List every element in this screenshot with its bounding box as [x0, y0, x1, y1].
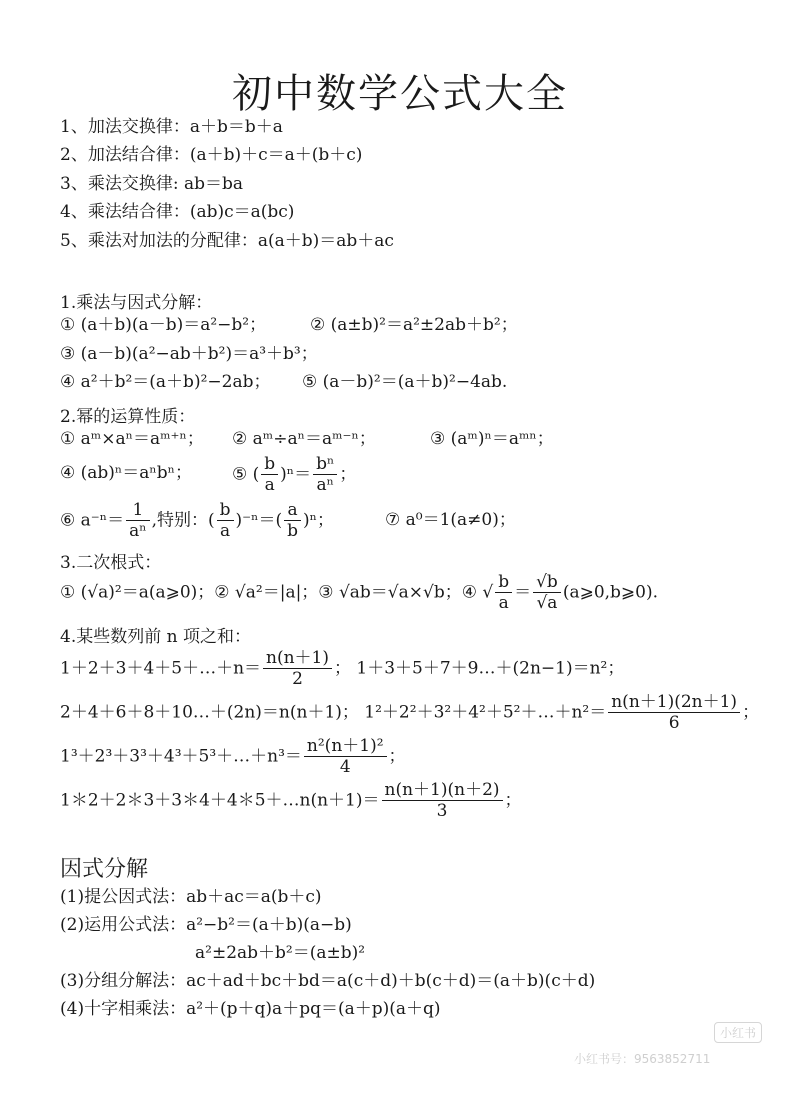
formula-4-1-lhs: 1＋2＋3＋4＋5＋…＋n＝ — [60, 658, 262, 679]
fraction — [304, 736, 387, 778]
formula-3-1-end: (a⩾0,b⩾0). — [562, 582, 659, 603]
fraction-denominator: 4 — [339, 757, 351, 778]
formula-2-2: ② aᵐ÷aⁿ＝aᵐ⁻ⁿ； — [232, 429, 376, 449]
fraction-numerator: b — [495, 572, 512, 593]
section-2-heading: 2.幂的运算性质： — [60, 407, 196, 427]
formula-2-7: ⑦ a⁰＝1(a≠0)； — [385, 510, 516, 530]
fraction-numerator: b — [261, 454, 278, 475]
fraction-denominator: 3 — [436, 801, 448, 822]
fraction-numerator: a — [284, 500, 301, 521]
fraction — [495, 572, 512, 614]
formula-1-1: ① (a＋b)(a－b)＝a²−b²； — [60, 315, 267, 335]
formula-2-5-end: ； — [339, 464, 357, 485]
fraction-denominator: 6 — [668, 713, 680, 734]
fraction — [313, 454, 337, 496]
formula-1-2: ② (a±b)²＝a²±2ab＋b²； — [310, 315, 518, 335]
formula-2-6 — [60, 500, 334, 542]
formula-2-5-prefix: ⑤ ( — [232, 464, 260, 485]
factor-method-2b: a²±2ab＋b²＝(a±b)² — [195, 943, 366, 963]
watermark-logo: 小红书 — [714, 1022, 762, 1043]
law-addition-commutative: 1、加法交换律：a＋b＝b＋a — [60, 117, 283, 137]
fraction — [382, 780, 503, 822]
law-addition-associative: 2、加法结合律：(a＋b)＋c＝a＋(b＋c) — [60, 145, 363, 165]
fraction-denominator: aⁿ — [129, 521, 147, 542]
formula-4-3 — [60, 736, 406, 778]
formula-4-2-lhs: 2＋4＋6＋8＋10…＋(2n)＝n(n＋1)； 1²＋2²＋3²＋4²＋5²＋…＋n²＝ — [60, 702, 607, 723]
factorization-heading: 因式分解 — [60, 857, 149, 882]
fraction-numerator: n(n＋1) — [263, 648, 332, 669]
law-multiplication-commutative: 3、乘法交换律: ab＝ba — [60, 174, 243, 194]
section-1-heading: 1.乘法与因式分解： — [60, 293, 213, 313]
formula-2-6-end: )ⁿ； — [303, 510, 335, 531]
fraction-numerator: n(n＋1)(2n＋1) — [608, 692, 740, 713]
formula-2-6-mid2: )⁻ⁿ＝( — [235, 510, 283, 531]
fraction-denominator: aⁿ — [316, 475, 335, 496]
fraction — [608, 692, 740, 734]
formula-4-2 — [60, 692, 759, 734]
page-title: 初中数学公式大全 — [232, 71, 568, 117]
law-distributive: 5、乘法对加法的分配律：a(a＋b)＝ab＋ac — [60, 231, 394, 251]
formula-2-4: ④ (ab)ⁿ＝aⁿbⁿ； — [60, 463, 193, 483]
factor-method-3: (3)分组分解法：ac＋ad＋bc＋bd＝a(c＋d)＋b(c＋d)＝(a＋b)(c＋d) — [60, 971, 596, 991]
formula-4-1-rest: ； 1＋3＋5＋7＋9…＋(2n−1)＝n²； — [334, 658, 625, 679]
section-3-heading: 3.二次根式： — [60, 553, 162, 573]
formula-3-1-part1: ① (√a)²＝a(a⩾0)；② √a²＝|a|；③ √ab＝√a×√b；④ √ — [60, 582, 494, 603]
formula-2-5 — [232, 454, 356, 496]
fraction — [284, 500, 301, 542]
section-4-heading: 4.某些数列前 n 项之和： — [60, 627, 251, 647]
formula-4-3-lhs: 1³＋2³＋3³＋4³＋5³＋…＋n³＝ — [60, 746, 302, 767]
formula-3-1-mid: ＝ — [514, 582, 532, 603]
fraction-numerator: √b — [533, 572, 561, 593]
fraction-numerator: b — [217, 500, 234, 521]
fraction-numerator: bⁿ — [313, 454, 337, 475]
fraction — [533, 572, 561, 614]
fraction-numerator: 1 — [126, 500, 150, 521]
fraction — [263, 648, 332, 690]
formula-1-5: ⑤ (a－b)²＝(a＋b)²−4ab. — [302, 372, 508, 392]
factor-method-1: (1)提公因式法：ab＋ac＝a(b＋c) — [60, 887, 322, 907]
fraction — [261, 454, 278, 496]
law-multiplication-associative: 4、乘法结合律：(ab)c＝a(bc) — [60, 202, 295, 222]
formula-2-1: ① aᵐ×aⁿ＝aᵐ⁺ⁿ； — [60, 429, 204, 449]
factor-method-4: (4)十字相乘法：a²＋(p＋q)a＋pq＝(a＋p)(a＋q) — [60, 999, 441, 1019]
formula-4-2-end: ； — [742, 702, 760, 723]
factor-method-2: (2)运用公式法：a²−b²＝(a＋b)(a−b) — [60, 915, 352, 935]
fraction — [217, 500, 234, 542]
fraction-denominator: 2 — [292, 669, 303, 690]
fraction — [126, 500, 150, 542]
formula-1-4: ④ a²＋b²＝(a＋b)²−2ab； — [60, 372, 271, 392]
formula-4-1 — [60, 648, 624, 690]
formula-3-1 — [60, 572, 658, 614]
formula-2-6-prefix: ⑥ a⁻ⁿ＝ — [60, 510, 125, 531]
formula-2-3: ③ (aᵐ)ⁿ＝aᵐⁿ； — [430, 429, 554, 449]
formula-2-6-mid: ,特别：( — [151, 510, 215, 531]
formula-4-4-end: ； — [504, 790, 522, 811]
formula-4-3-end: ； — [388, 746, 406, 767]
fraction-denominator: √a — [536, 593, 558, 614]
fraction-denominator: a — [264, 475, 275, 496]
fraction-denominator: b — [287, 521, 299, 542]
formula-4-4-lhs: 1＊2＋2＊3＋3＊4＋4＊5＋…n(n＋1)＝ — [60, 790, 380, 811]
formula-2-5-mid: )ⁿ＝ — [280, 464, 312, 485]
formula-4-4 — [60, 780, 522, 822]
fraction-numerator: n(n＋1)(n＋2) — [382, 780, 503, 801]
watermark-text: 小红书号：9563852711 — [574, 1052, 711, 1066]
fraction-numerator: n²(n＋1)² — [304, 736, 387, 757]
formula-1-3: ③ (a－b)(a²−ab＋b²)＝a³＋b³； — [60, 344, 318, 364]
fraction-denominator: a — [498, 593, 509, 614]
fraction-denominator: a — [220, 521, 231, 542]
